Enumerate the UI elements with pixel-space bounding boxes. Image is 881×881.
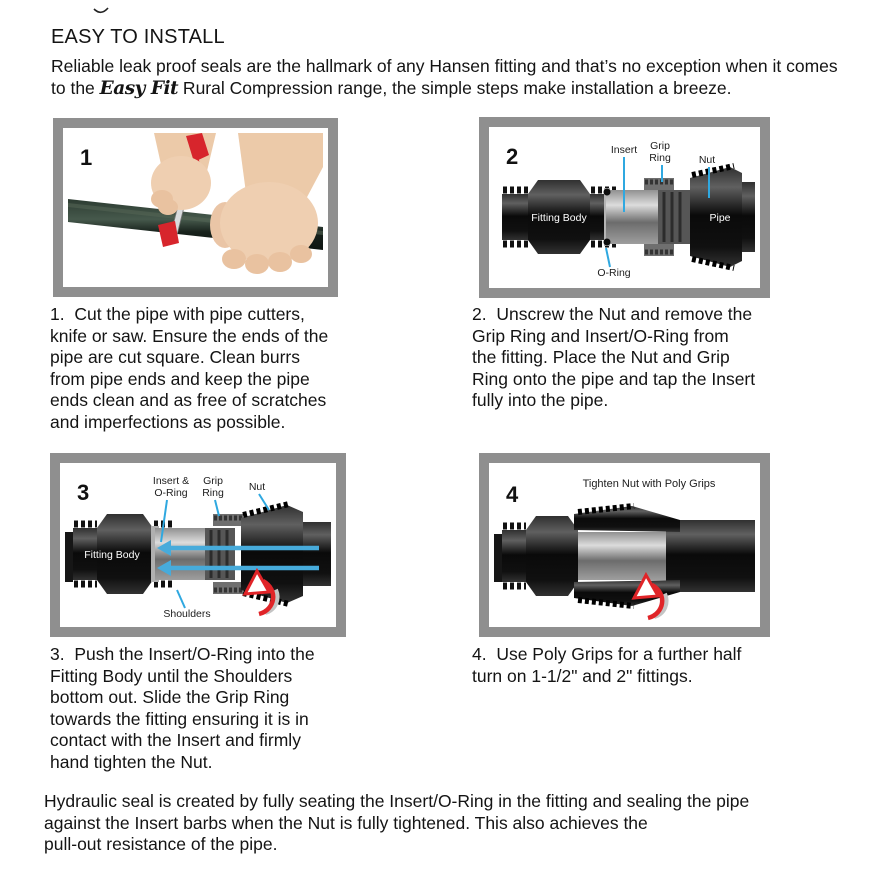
intro-line2-post: Rural Compression range, the simple steps make installation a breeze. xyxy=(178,78,732,98)
caption-line: Fitting Body until the Shoulders xyxy=(50,665,293,686)
grip-ring-leader-line xyxy=(215,500,219,516)
figure-3-number: 3 xyxy=(77,480,90,505)
pipe-assembly-graphic xyxy=(604,166,756,268)
stray-mark-icon xyxy=(93,6,109,16)
nut-top xyxy=(574,506,680,532)
figure-1-number: 1 xyxy=(80,145,93,170)
insert-sleeve xyxy=(606,190,658,244)
shoulders-leader-line xyxy=(177,590,185,608)
caption-line: the fitting. Place the Nut and Grip xyxy=(472,347,730,368)
o-ring-leader-line xyxy=(606,248,610,267)
fitting-body-graphic xyxy=(502,180,616,254)
caption-line: contact with the Insert and firmly xyxy=(50,730,301,751)
grip-ring-bottom xyxy=(644,244,674,256)
fitting-body-label: Fitting Body xyxy=(531,212,587,224)
intro-line-1: Reliable leak proof seals are the hallmark of any Hansen fitting and that’s no exception when it comes xyxy=(51,56,838,76)
caption-line: Ring onto the pipe and tap the Insert xyxy=(472,368,756,389)
intro-line-2 xyxy=(51,77,732,100)
step-3-caption xyxy=(50,644,315,774)
step-2-caption xyxy=(472,304,755,412)
caption-line: bottom out. Slide the Grip Ring xyxy=(50,687,290,708)
page-title: EASY TO INSTALL xyxy=(51,26,225,48)
figure-4-diagram xyxy=(494,468,755,622)
caption-line: 2. Unscrew the Nut and remove the xyxy=(472,304,753,324)
figure-4-number: 4 xyxy=(506,482,519,507)
insert-label: Insert xyxy=(610,144,638,156)
figure-4-caption: Tighten Nut with Poly Grips xyxy=(582,478,716,490)
intro-line2-pre: to the xyxy=(51,78,100,98)
fitting-body-label: Fitting Body xyxy=(84,549,140,561)
grip-ring-label: Grip xyxy=(203,475,223,487)
easyfit-brand-script: Easy Fit xyxy=(99,78,179,99)
caption-line: hand tighten the Nut. xyxy=(50,751,213,772)
footer-line: pull-out resistance of the pipe. xyxy=(44,834,278,855)
grip-ring-label: Grip xyxy=(650,140,670,152)
footer-line: against the Insert barbs when the Nut is fully tightened. This also achieves the xyxy=(44,812,648,833)
figure-2-frame xyxy=(479,117,770,298)
caption-line: Grip Ring and Insert/O-Ring from xyxy=(472,325,729,346)
footer-paragraph xyxy=(44,791,749,856)
footer-line: Hydraulic seal is created by fully seating the Insert/O-Ring in the fitting and sealing the pipe xyxy=(44,791,750,811)
figure-3-diagram xyxy=(65,468,331,622)
knuckle xyxy=(290,245,312,263)
caption-line: from pipe ends and keep the pipe xyxy=(50,368,310,389)
insert-oring-label: Insert & xyxy=(152,475,190,487)
o-ring-top xyxy=(604,189,611,196)
caption-line: knife or saw. Ensure the ends of the xyxy=(50,325,329,346)
pipe-label: Pipe xyxy=(709,212,731,224)
left-fingers xyxy=(158,199,178,215)
caption-line: ends clean and as free of scratches xyxy=(50,390,327,411)
step-1-caption xyxy=(50,304,328,434)
caption-line: 1. Cut the pipe with pipe cutters, xyxy=(50,304,305,324)
insert-assembly-graphic xyxy=(151,504,331,604)
insert-sleeve xyxy=(578,532,678,580)
caption-line: towards the fitting ensuring it is in xyxy=(50,708,309,729)
o-ring-bottom xyxy=(604,239,611,246)
grip-ring-label: Ring xyxy=(202,487,224,499)
grip-ring-top xyxy=(213,514,243,526)
assembled-fitting-graphic xyxy=(494,506,755,606)
knuckle xyxy=(245,254,269,274)
caption-line: 3. Push the Insert/O-Ring into the xyxy=(50,644,315,664)
caption-line: fully into the pipe. xyxy=(472,390,609,411)
step-4-caption xyxy=(472,644,741,687)
grip-ring-top xyxy=(644,178,674,190)
shoulders-label: Shoulders xyxy=(163,608,211,620)
figure-3-frame xyxy=(50,453,346,637)
nut-label: Nut xyxy=(698,154,716,166)
o-ring-label: O-Ring xyxy=(597,267,631,279)
caption-line: pipe are cut square. Clean burrs xyxy=(50,347,300,368)
figure-2-number: 2 xyxy=(506,144,519,169)
knuckle xyxy=(268,252,292,272)
figure-1-photo xyxy=(68,133,323,282)
insert-oring-label: O-Ring xyxy=(154,487,188,499)
caption-line: 4. Use Poly Grips for a further half xyxy=(472,644,742,664)
caption-line: turn on 1-1/2" and 2" fittings. xyxy=(472,665,693,686)
figure-2-diagram xyxy=(494,132,755,283)
cutting-photo-illustration xyxy=(68,133,323,274)
figure-1-frame xyxy=(53,118,338,297)
knuckle xyxy=(222,249,246,269)
figure-4-frame xyxy=(479,453,770,637)
grip-ring-bottom xyxy=(213,582,243,594)
caption-line: and imperfections as possible. xyxy=(50,411,286,432)
nut-label: Nut xyxy=(248,481,266,493)
grip-ring-label: Ring xyxy=(649,152,671,164)
